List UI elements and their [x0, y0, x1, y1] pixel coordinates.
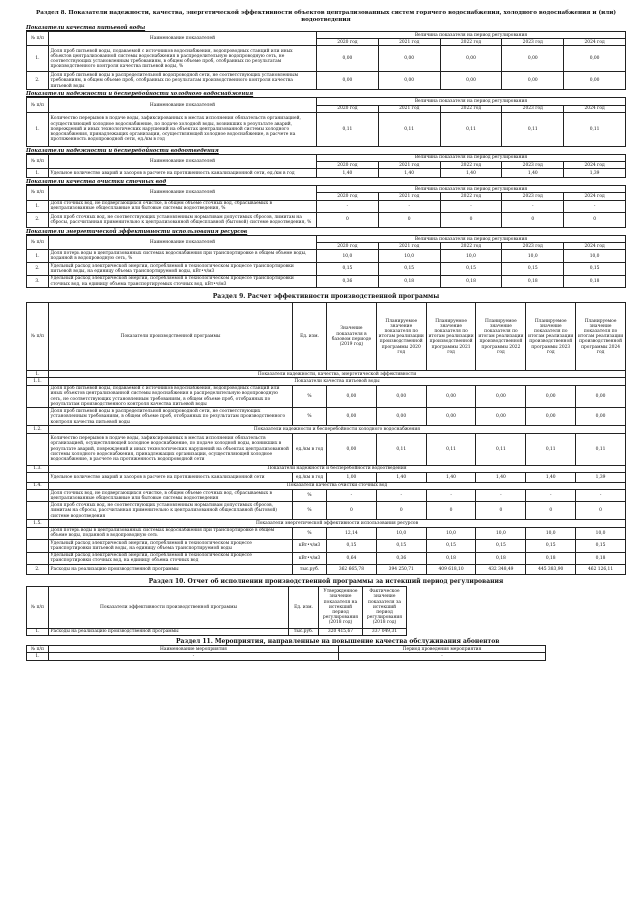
header-year: 2023 год [502, 39, 564, 46]
header-year: 2024 год [564, 193, 626, 200]
header-year: 2020 год [317, 193, 379, 200]
row-value: 1,40 [502, 169, 564, 178]
row-value: - [378, 200, 440, 212]
row-value: 10,0 [502, 250, 564, 262]
row-value: 1,40 [476, 472, 526, 482]
table-header-row [27, 646, 546, 653]
row-value: 445 383,90 [526, 564, 576, 574]
table-row [27, 262, 626, 275]
row-value: 0,18 [476, 552, 526, 564]
table-row [27, 213, 626, 228]
table-row [27, 250, 626, 262]
header-period: Величина показателя на период регулирования [317, 32, 626, 39]
row-value: 432 348,49 [476, 564, 526, 574]
row-name: Доля проб питьевой воды, подаваемой с источников водоснабжения, водопроводных станций или иных объектов централизованной системы водоснабжения в распределительную водопроводную сеть, не соответствующих установленным требованиям, в общем объеме проб, отобранных по результатам производственного контроля качества питьевой воды [49, 385, 293, 408]
row-group-title: Показатели качества питьевой воды [49, 378, 626, 385]
row-value: 1,40 [426, 472, 476, 482]
row-num: 2. [27, 564, 49, 574]
row-value: 394 250,71 [376, 564, 426, 574]
row-name: Расходы на реализацию производственной программы [49, 564, 293, 574]
row-num [27, 527, 49, 539]
row-value: 0 [576, 502, 626, 520]
row-value: 0,11 [502, 112, 564, 146]
section-8 [26, 25, 626, 288]
s10-row-num: 1. [27, 628, 49, 635]
row-name: Доля проб питьевой воды в распределительной водопроводной сети, не соответствующих установленным требованиям, в общем объеме проб, отобранных по результатам производственного контроля качества питьевой воды [49, 72, 317, 90]
row-value: 0 [502, 213, 564, 228]
header-year: 2022 год [440, 243, 502, 250]
row-value: - [376, 490, 426, 502]
row-name: Удельный расход электрической энергии, потребляемой в технологическом процессе транспортировки питьевой воды, на единицу объема транспортируемой воды, кВт•ч/м3 [49, 262, 317, 275]
row-value: 0,00 [564, 72, 626, 90]
row-num: 1. [27, 169, 49, 178]
header-name: Наименование показателей [49, 98, 317, 112]
table-row [27, 564, 626, 574]
row-value: 0,00 [576, 385, 626, 408]
header-period: Величина показателя на период регулирования [317, 154, 626, 161]
row-value: - [327, 490, 377, 502]
row-name: Доля сточных вод, не подвергающихся очистке, в общем объеме сточных вод, сбрасываемых в централизованные общесплавные или бытовые системы водоотведения [49, 490, 293, 502]
row-value: 1,40 [378, 169, 440, 178]
s9-header-col: Планируемое значение показателя по итогам реализации производственной программы 2020 год [376, 303, 426, 371]
row-value: - [426, 490, 476, 502]
subsection-table [26, 235, 626, 288]
row-unit: % [293, 408, 327, 426]
header-year: 2020 год [317, 243, 379, 250]
row-value: 0,15 [476, 540, 526, 552]
row-name: Доля сточных вод, не подвергающихся очистке, в общем объеме сточных вод, сбрасываемых в централизованные общесплавные или бытовые системы водоотведения, % [49, 200, 317, 212]
table-header-row [27, 98, 626, 105]
subsection-caption: Показатели качества очистки сточных вод [26, 179, 167, 186]
header-name: Наименование показателей [49, 32, 317, 46]
row-num: 1.2. [27, 426, 49, 433]
row-num [27, 490, 49, 502]
row-value: 12,14 [327, 527, 377, 539]
row-value: 0,00 [378, 72, 440, 90]
header-num: № п/п [27, 236, 49, 250]
row-value: 0,00 [440, 72, 502, 90]
header-year: 2020 год [317, 39, 379, 46]
row-value: 0 [376, 502, 426, 520]
s11-row-num: 1. [27, 653, 49, 660]
row-value: 0,00 [440, 46, 502, 72]
table-row [27, 502, 626, 520]
row-value: 0,36 [317, 275, 379, 287]
row-value: 0,11 [564, 112, 626, 146]
section-9-title: Раздел 9. Расчет эффективности производственной программы [212, 293, 440, 301]
header-num: № п/п [27, 32, 49, 46]
table-row [27, 275, 626, 287]
row-value: 1,40 [376, 472, 426, 482]
row-name: Доля проб питьевой воды в распределительной водопроводной сети, не соответствующих установленным требованиям, в общем объеме проб, отобранных по результатам производственного контроля качества питьевой воды [49, 408, 293, 426]
row-value: 0,11 [426, 433, 476, 465]
row-value: 0,15 [327, 540, 377, 552]
table-group-row [27, 371, 626, 378]
row-value: 1,40 [317, 169, 379, 178]
s11-header-name: Наименование мероприятия [49, 646, 339, 653]
header-year: 2024 год [564, 39, 626, 46]
row-value: - [564, 200, 626, 212]
header-name: Наименование показателей [49, 236, 317, 250]
row-unit: тыс.руб. [293, 564, 327, 574]
s9-header-name: Показатели производственной программы [49, 303, 293, 371]
row-value: - [576, 490, 626, 502]
row-name: Доля проб питьевой воды, подаваемой с источников водоснабжения, водопроводных станций или иных объектов централизованной системы водоснабжения в распределительную водопроводную сеть, не соответствующих установленным требованиям, в общем объеме проб, отобранных по результатам производственного контроля качества питьевой воды, % [49, 46, 317, 72]
row-unit: ед./км в год [293, 472, 327, 482]
row-num: 1.4. [27, 482, 49, 489]
header-year: 2024 год [564, 243, 626, 250]
table-header-row [27, 186, 626, 193]
subsection-caption: Показатели качества питьевой воды [26, 25, 146, 31]
row-unit: кВт•ч/м3 [293, 540, 327, 552]
row-value: - [476, 490, 526, 502]
s10-header-name: Показатели эффективности производственной программы [49, 586, 289, 628]
table-header-row [27, 236, 626, 243]
row-value: 0,00 [317, 46, 379, 72]
row-value: 0,11 [440, 112, 502, 146]
s10-header-num: № п/п [27, 586, 49, 628]
row-value: 0 [378, 213, 440, 228]
row-value: - [526, 490, 576, 502]
header-year: 2023 год [502, 162, 564, 169]
row-value: 0,18 [440, 275, 502, 287]
row-num: 1.1. [27, 378, 49, 385]
header-period: Величина показателя на период регулирования [317, 98, 626, 105]
row-name: Доля потерь воды в централизованных системах водоснабжения при транспортировке в общем объеме воды, поданной в водопроводную сеть [49, 527, 293, 539]
row-value: 0,18 [378, 275, 440, 287]
row-value: 0 [476, 502, 526, 520]
row-value: - [440, 200, 502, 212]
row-name: Количество перерывов в подаче воды, зафиксированных в местах исполнения обязательств организацией, осуществляющей холодное водоснабжение, по подаче холодной воды, возникших в результате аварий, повреждений и иных технологических нарушений на объектах централизованной системы холодного водоснабжения, принадлежащих организации, осуществляющей холодное водоснабжение, в расчете на протяженность водопроводной сети, ед./км в год [49, 112, 317, 146]
s10-row-fact: 337 049,31 [363, 628, 407, 635]
row-value: 0,00 [327, 433, 377, 465]
row-num: 1. [27, 46, 49, 72]
s10-row-unit: тыс.руб. [289, 628, 319, 635]
header-year: 2021 год [378, 193, 440, 200]
row-value: 0,11 [317, 112, 379, 146]
row-value: 0,15 [440, 262, 502, 275]
row-value: 0,11 [378, 112, 440, 146]
row-value: 0,18 [502, 275, 564, 287]
row-value: 0,00 [378, 46, 440, 72]
row-group-title: Показатели надежности, качества, энергетической эффективности [49, 371, 626, 378]
row-unit: % [293, 385, 327, 408]
s10-header-plan: Утвержденное значение показателя на истекший период регулирования (2018 год) [319, 586, 363, 628]
row-name: Удельное количество аварий и засоров в расчете на протяженность канализационной сети [49, 472, 293, 482]
row-value: 0,15 [426, 540, 476, 552]
row-value: 0,00 [502, 72, 564, 90]
row-value: 0,18 [576, 552, 626, 564]
table-row [27, 385, 626, 408]
row-value: 0,00 [476, 408, 526, 426]
row-num [27, 540, 49, 552]
row-name: Удельный расход электрической энергии, потребляемой в технологическом процессе транспортировки питьевой воды, на единицу объема транспортируемой воды [49, 540, 293, 552]
row-value: 0,00 [376, 385, 426, 408]
s11-header-num: № п/п [27, 646, 49, 653]
s10-header-fact: Фактическое значение показателя за истекший период регулирования (2018 год) [363, 586, 407, 628]
header-name: Наименование показателей [49, 154, 317, 168]
table-header-row [27, 154, 626, 161]
row-num [27, 472, 49, 482]
row-value: 0 [426, 502, 476, 520]
subsection-table [26, 185, 626, 228]
table-row [27, 200, 626, 212]
header-num: № п/п [27, 98, 49, 112]
row-value: 0,00 [564, 46, 626, 72]
header-year: 2020 год [317, 162, 379, 169]
section-8-title: Раздел 8. Показатели надежности, качества, энергетической эффективности объектов централизованных систем горячего водоснабжения, холодного водоснабжения и (или) водоотведения [36, 10, 616, 23]
row-value: 0,11 [526, 433, 576, 465]
s9-header-unit: Ед. изм. [293, 303, 327, 371]
row-value: 0 [526, 502, 576, 520]
row-group-title: Показатели надежности и бесперебойности холодного водоснабжения [49, 426, 626, 433]
s10-header-unit: Ед. изм. [289, 586, 319, 628]
header-year: 2021 год [378, 243, 440, 250]
row-value: 0,36 [376, 552, 426, 564]
subsection-caption: Показатели надежности и бесперебойности холодного водоснабжения [26, 91, 254, 98]
s9-header-col: Планируемое значение показателя по итогам реализации производственной программы 2023 год [526, 303, 576, 371]
row-value: 0 [440, 213, 502, 228]
table-row [27, 490, 626, 502]
row-value: 0,00 [476, 385, 526, 408]
table-group-row [27, 378, 626, 385]
row-num [27, 552, 49, 564]
header-name: Наименование показателей [49, 186, 317, 200]
subsection-table [26, 31, 626, 90]
s9-header-col: Значение показателя в базовом периоде (2019 год) [327, 303, 377, 371]
section-11-table [26, 645, 546, 660]
row-name: Количество перерывов в подаче воды, зафиксированных в местах исполнения обязательств организацией, осуществляющей холодное водоснабжение, по подаче холодной воды, возникших в результате аварий, повреждений и иных технологических нарушений на объектах централизованной системы холодного водоснабжения, принадлежащих организации, осуществляющей холодное водоснабжение, в расчете на протяженность водопроводной сети [49, 433, 293, 465]
row-value: 0,15 [526, 540, 576, 552]
row-num: 1.3. [27, 465, 49, 472]
row-value: 0,00 [526, 385, 576, 408]
row-value: 1,00 [327, 472, 377, 482]
header-year: 2024 год [564, 105, 626, 112]
header-year: 2021 год [378, 162, 440, 169]
table-row [27, 169, 626, 178]
row-name: Доля проб сточных вод, не соответствующих установленным нормативам допустимых сбросов, лимитам на сбросы, рассчитанная применительно к централизованной общесплавной (бытовой) системе водоотведения [49, 502, 293, 520]
table-row [27, 433, 626, 465]
row-num: 2. [27, 213, 49, 228]
row-unit: кВт•ч/м3 [293, 552, 327, 564]
header-period: Величина показателя на период регулирования [317, 186, 626, 193]
row-value: 0,00 [327, 408, 377, 426]
row-num: 1.5. [27, 520, 49, 527]
header-year: 2022 год [440, 193, 502, 200]
table-group-row [27, 426, 626, 433]
row-value: 362 665,78 [327, 564, 377, 574]
table-group-row [27, 482, 626, 489]
row-value: 0,15 [576, 540, 626, 552]
row-group-title: Показатели энергетической эффективности использования ресурсов [49, 520, 626, 527]
header-year: 2023 год [502, 193, 564, 200]
row-value: 10,0 [564, 250, 626, 262]
table-group-row [27, 520, 626, 527]
s9-header-num: № п/п [27, 303, 49, 371]
table-row [27, 72, 626, 90]
row-value: 0,00 [526, 408, 576, 426]
row-value: 0,15 [502, 262, 564, 275]
row-value: 10,0 [317, 250, 379, 262]
row-num: 1. [27, 371, 49, 378]
row-name: Удельный расход электрической энергии, потребляемой в технологическом процессе транспортировки сточных вод, на единицу объема сточных вод [49, 552, 293, 564]
row-value: 0 [327, 502, 377, 520]
subsection-table [26, 97, 626, 146]
section-10-table [26, 586, 407, 636]
header-year: 2021 год [378, 105, 440, 112]
row-value: 462 126,11 [576, 564, 626, 574]
row-num [27, 385, 49, 408]
row-num: 1. [27, 200, 49, 212]
row-name: Доля потерь воды в централизованных системах водоснабжения при транспортировке в общем объеме воды, поданной в водопроводную сеть, % [49, 250, 317, 262]
row-num: 2. [27, 72, 49, 90]
row-num [27, 408, 49, 426]
header-year: 2020 год [317, 105, 379, 112]
table-row [27, 540, 626, 552]
header-year: 2021 год [378, 39, 440, 46]
row-value: 1,40 [440, 169, 502, 178]
subsection-table [26, 154, 626, 178]
section-11-title: Раздел 11. Мероприятия, направленные на повышение качества обслуживания абонентов [176, 638, 500, 646]
s9-header-col: Планируемое значение показателя по итогам реализации производственной программы 2024 год [576, 303, 626, 371]
table-header-row [27, 32, 626, 39]
header-year: 2023 год [502, 105, 564, 112]
row-value: 0,00 [502, 46, 564, 72]
row-value: 0,11 [476, 433, 526, 465]
row-value: 10,0 [526, 527, 576, 539]
header-period: Величина показателя на период регулирования [317, 236, 626, 243]
row-value: 0,00 [317, 72, 379, 90]
table-row [27, 46, 626, 72]
row-value: 0,00 [576, 408, 626, 426]
row-unit: % [293, 502, 327, 520]
table-row [27, 653, 546, 660]
row-value: 0,15 [378, 262, 440, 275]
subsection-caption: Показатели энергетической эффективности использования ресурсов [26, 229, 248, 236]
row-value: 1,40 [526, 472, 576, 482]
header-num: № п/п [27, 186, 49, 200]
table-row [27, 552, 626, 564]
section-10-title: Раздел 10. Отчет об исполнении производственной программы за истекший период регулирования [148, 577, 504, 585]
header-num: № п/п [27, 154, 49, 168]
s11-header-period: Период проведения мероприятия [339, 646, 546, 653]
s9-header-col: Планируемое значение показателя по итогам реализации производственной программы 2021 год [426, 303, 476, 371]
row-value: - [317, 200, 379, 212]
s10-row-name: Расходы на реализацию производственной программы [49, 628, 289, 635]
row-value: 0,18 [426, 552, 476, 564]
row-group-title: Показатели качества очистки сточных вод [49, 482, 626, 489]
table-group-row [27, 465, 626, 472]
row-num: 2. [27, 262, 49, 275]
row-name: Удельное количество аварий и засоров в расчете на протяженность канализационной сети, ед./км в год [49, 169, 317, 178]
row-value: 0,00 [426, 408, 476, 426]
row-value: 10,0 [376, 527, 426, 539]
row-num [27, 433, 49, 465]
row-value: 409 618,10 [426, 564, 476, 574]
row-unit: ед./км в год [293, 433, 327, 465]
row-value: 0,00 [426, 385, 476, 408]
header-year: 2022 год [440, 105, 502, 112]
row-value: 0 [564, 213, 626, 228]
subsection-caption: Показатели надежности и бесперебойности водоотведения [26, 147, 219, 154]
table-row [27, 112, 626, 146]
s11-row-name: - [49, 653, 339, 660]
row-value: 1,39 [564, 169, 626, 178]
header-year: 2023 год [502, 243, 564, 250]
row-value: - [502, 200, 564, 212]
row-num: 1. [27, 250, 49, 262]
row-value: 0,15 [317, 262, 379, 275]
s9-header-col: Планируемое значение показателя по итогам реализации производственной программы 2022 год [476, 303, 526, 371]
row-value: 1,39 [576, 472, 626, 482]
row-value: 0,15 [376, 540, 426, 552]
row-value: 0,18 [526, 552, 576, 564]
s10-row-plan: 320 415,67 [319, 628, 363, 635]
row-num: 3. [27, 275, 49, 287]
row-value: 10,0 [440, 250, 502, 262]
row-unit: % [293, 490, 327, 502]
row-value: 0,18 [564, 275, 626, 287]
row-value: 10,0 [378, 250, 440, 262]
row-value: 0,64 [327, 552, 377, 564]
row-unit: % [293, 527, 327, 539]
row-group-title: Показатели надежности и бесперебойности водоотведения [49, 465, 626, 472]
table-row [27, 408, 626, 426]
header-year: 2024 год [564, 162, 626, 169]
table-row [27, 628, 407, 635]
header-year: 2022 год [440, 39, 502, 46]
row-name: Удельный расход электрической энергии, потребляемой в технологическом процессе транспортировки сточных вод, на единицу объема транспортируемых сточных вод, кВт•ч/м3 [49, 275, 317, 287]
row-value: 0,00 [327, 385, 377, 408]
table-row [27, 527, 626, 539]
row-value: 0,00 [376, 408, 426, 426]
row-value: 10,0 [476, 527, 526, 539]
header-year: 2022 год [440, 162, 502, 169]
table-row [27, 472, 626, 482]
row-value: 10,0 [426, 527, 476, 539]
row-value: 0 [317, 213, 379, 228]
section-9-table [26, 302, 626, 575]
row-name: Доля проб сточных вод, не соответствующих установленным нормативам допустимых сбросов, лимитам на сбросы, рассчитанная применительно к централизованной общесплавной (бытовой) системе водоотведения, % [49, 213, 317, 228]
s11-row-period: - [339, 653, 546, 660]
row-num: 1. [27, 112, 49, 146]
row-value: 0,11 [376, 433, 426, 465]
row-value: 10,0 [576, 527, 626, 539]
row-value: 0,11 [576, 433, 626, 465]
row-value: 0,15 [564, 262, 626, 275]
row-num [27, 502, 49, 520]
